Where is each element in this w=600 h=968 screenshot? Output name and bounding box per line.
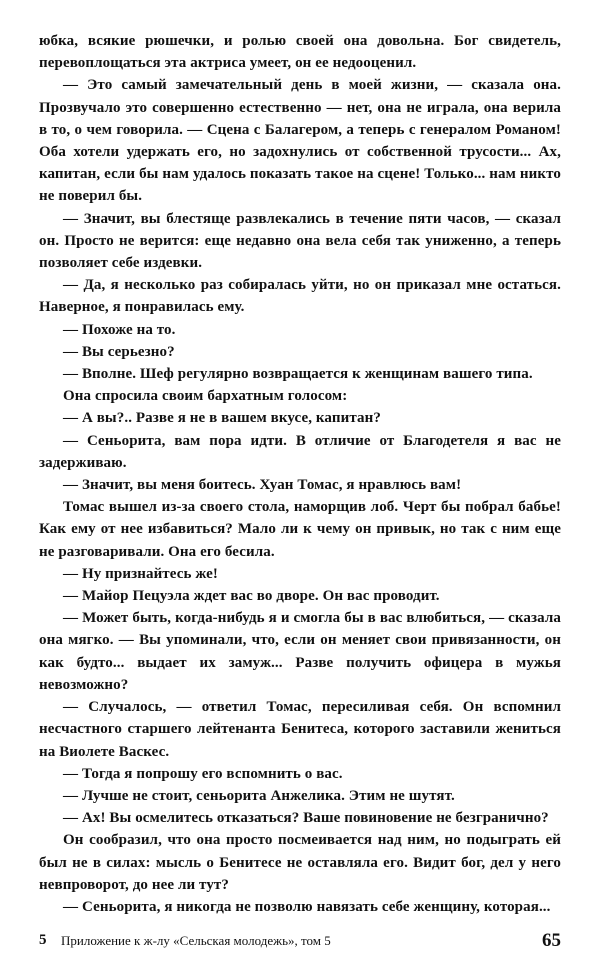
paragraph: — Сеньорита, я никогда не позволю навязать себе женщину, которая...: [63, 898, 551, 915]
paragraph: — Может быть, когда-нибудь я и смогла бы в вас влюбиться, — сказала она мягко. — Вы упоминали, что, если он меняет свои привязанности, он как будто... выдает их замуж... Разве получить офицера в мужья невозможно?: [39, 610, 561, 693]
paragraph: — Вы серьезно?: [63, 343, 175, 360]
paragraph: Томас вышел из-за своего стола, наморщив лоб. Черт бы побрал бабье! Как ему от нее избавиться? Мало ли к чему он привык, но так с ним еще не разговаривали. Она его бесила.: [39, 499, 561, 560]
paragraph: — Значит, вы блестяще развлекались в течение пяти часов, — сказал он. Просто не верится: еще недавно она вела себя так униженно, а теперь позволяет себе издевки.: [39, 210, 561, 272]
paragraph: — Ну признайтесь же!: [63, 565, 218, 582]
paragraph: — Вполне. Шеф регулярно возвращается к женщинам вашего типа.: [63, 366, 533, 383]
paragraph: — Случалось, — ответил Томас, пересиливая себя. Он вспомнил несчастного старшего лейтенанта Бенитеса, которого заставили жениться на Виолете Васкес.: [39, 699, 561, 760]
paragraph: юбка, всякие рюшечки, и ролью своей она довольна. Бог свидетель, перевоплощаться эта актриса умеет, он ее недооценил.: [39, 33, 561, 72]
paragraph: Он сообразил, что она просто посмеивается над ним, но подыграть ей был не в силах: мысль о Бенитесе не оставляла его. Видит бог, дел у него невпроворот, до нее ли тут?: [39, 832, 561, 893]
paragraph: — А вы?.. Разве я не в вашем вкусе, капитан?: [63, 410, 381, 427]
paragraph: Она спросила своим бархатным голосом:: [63, 388, 348, 405]
page-number: 65: [542, 930, 561, 951]
paragraph: — Майор Пецуэла ждет вас во дворе. Он вас проводит.: [63, 588, 440, 605]
paragraph: — Сеньорита, вам пора идти. В отличие от Благодетеля я вас не задерживаю.: [39, 432, 561, 471]
printer-signature: 5: [39, 932, 47, 948]
paragraph: — Ах! Вы осмелитесь отказаться? Ваше повиновение не безгранично?: [63, 810, 549, 827]
paragraph: — Лучше не стоит, сеньорита Анжелика. Этим не шутят.: [63, 787, 455, 804]
publication-note: Приложение к ж-лу «Сельская молодежь», том 5: [61, 933, 331, 948]
page-body: [39, 30, 561, 918]
paragraph: — Это самый замечательный день в моей жизни, — сказала она. Прозвучало это совершенно естественно — нет, она не играла, она верила в то, о чем говорила. — Сцена с Балагером, а теперь с генералом Романом! Оба хотели удержать его, но задохнулись от собственной трусости... Ах, капитан, если бы нам удалось показать такое на сцене! Только... нам никто не поверил бы.: [39, 77, 561, 205]
paragraph: — Да, я несколько раз собиралась уйти, но он приказал мне остаться. Наверное, я понравилась ему.: [39, 277, 561, 316]
paragraph: — Тогда я попрошу его вспомнить о вас.: [63, 765, 343, 782]
page-footer: [39, 932, 561, 956]
paragraph: — Значит, вы меня боитесь. Хуан Томас, я нравлюсь вам!: [63, 477, 462, 494]
paragraph: — Похоже на то.: [63, 321, 176, 338]
